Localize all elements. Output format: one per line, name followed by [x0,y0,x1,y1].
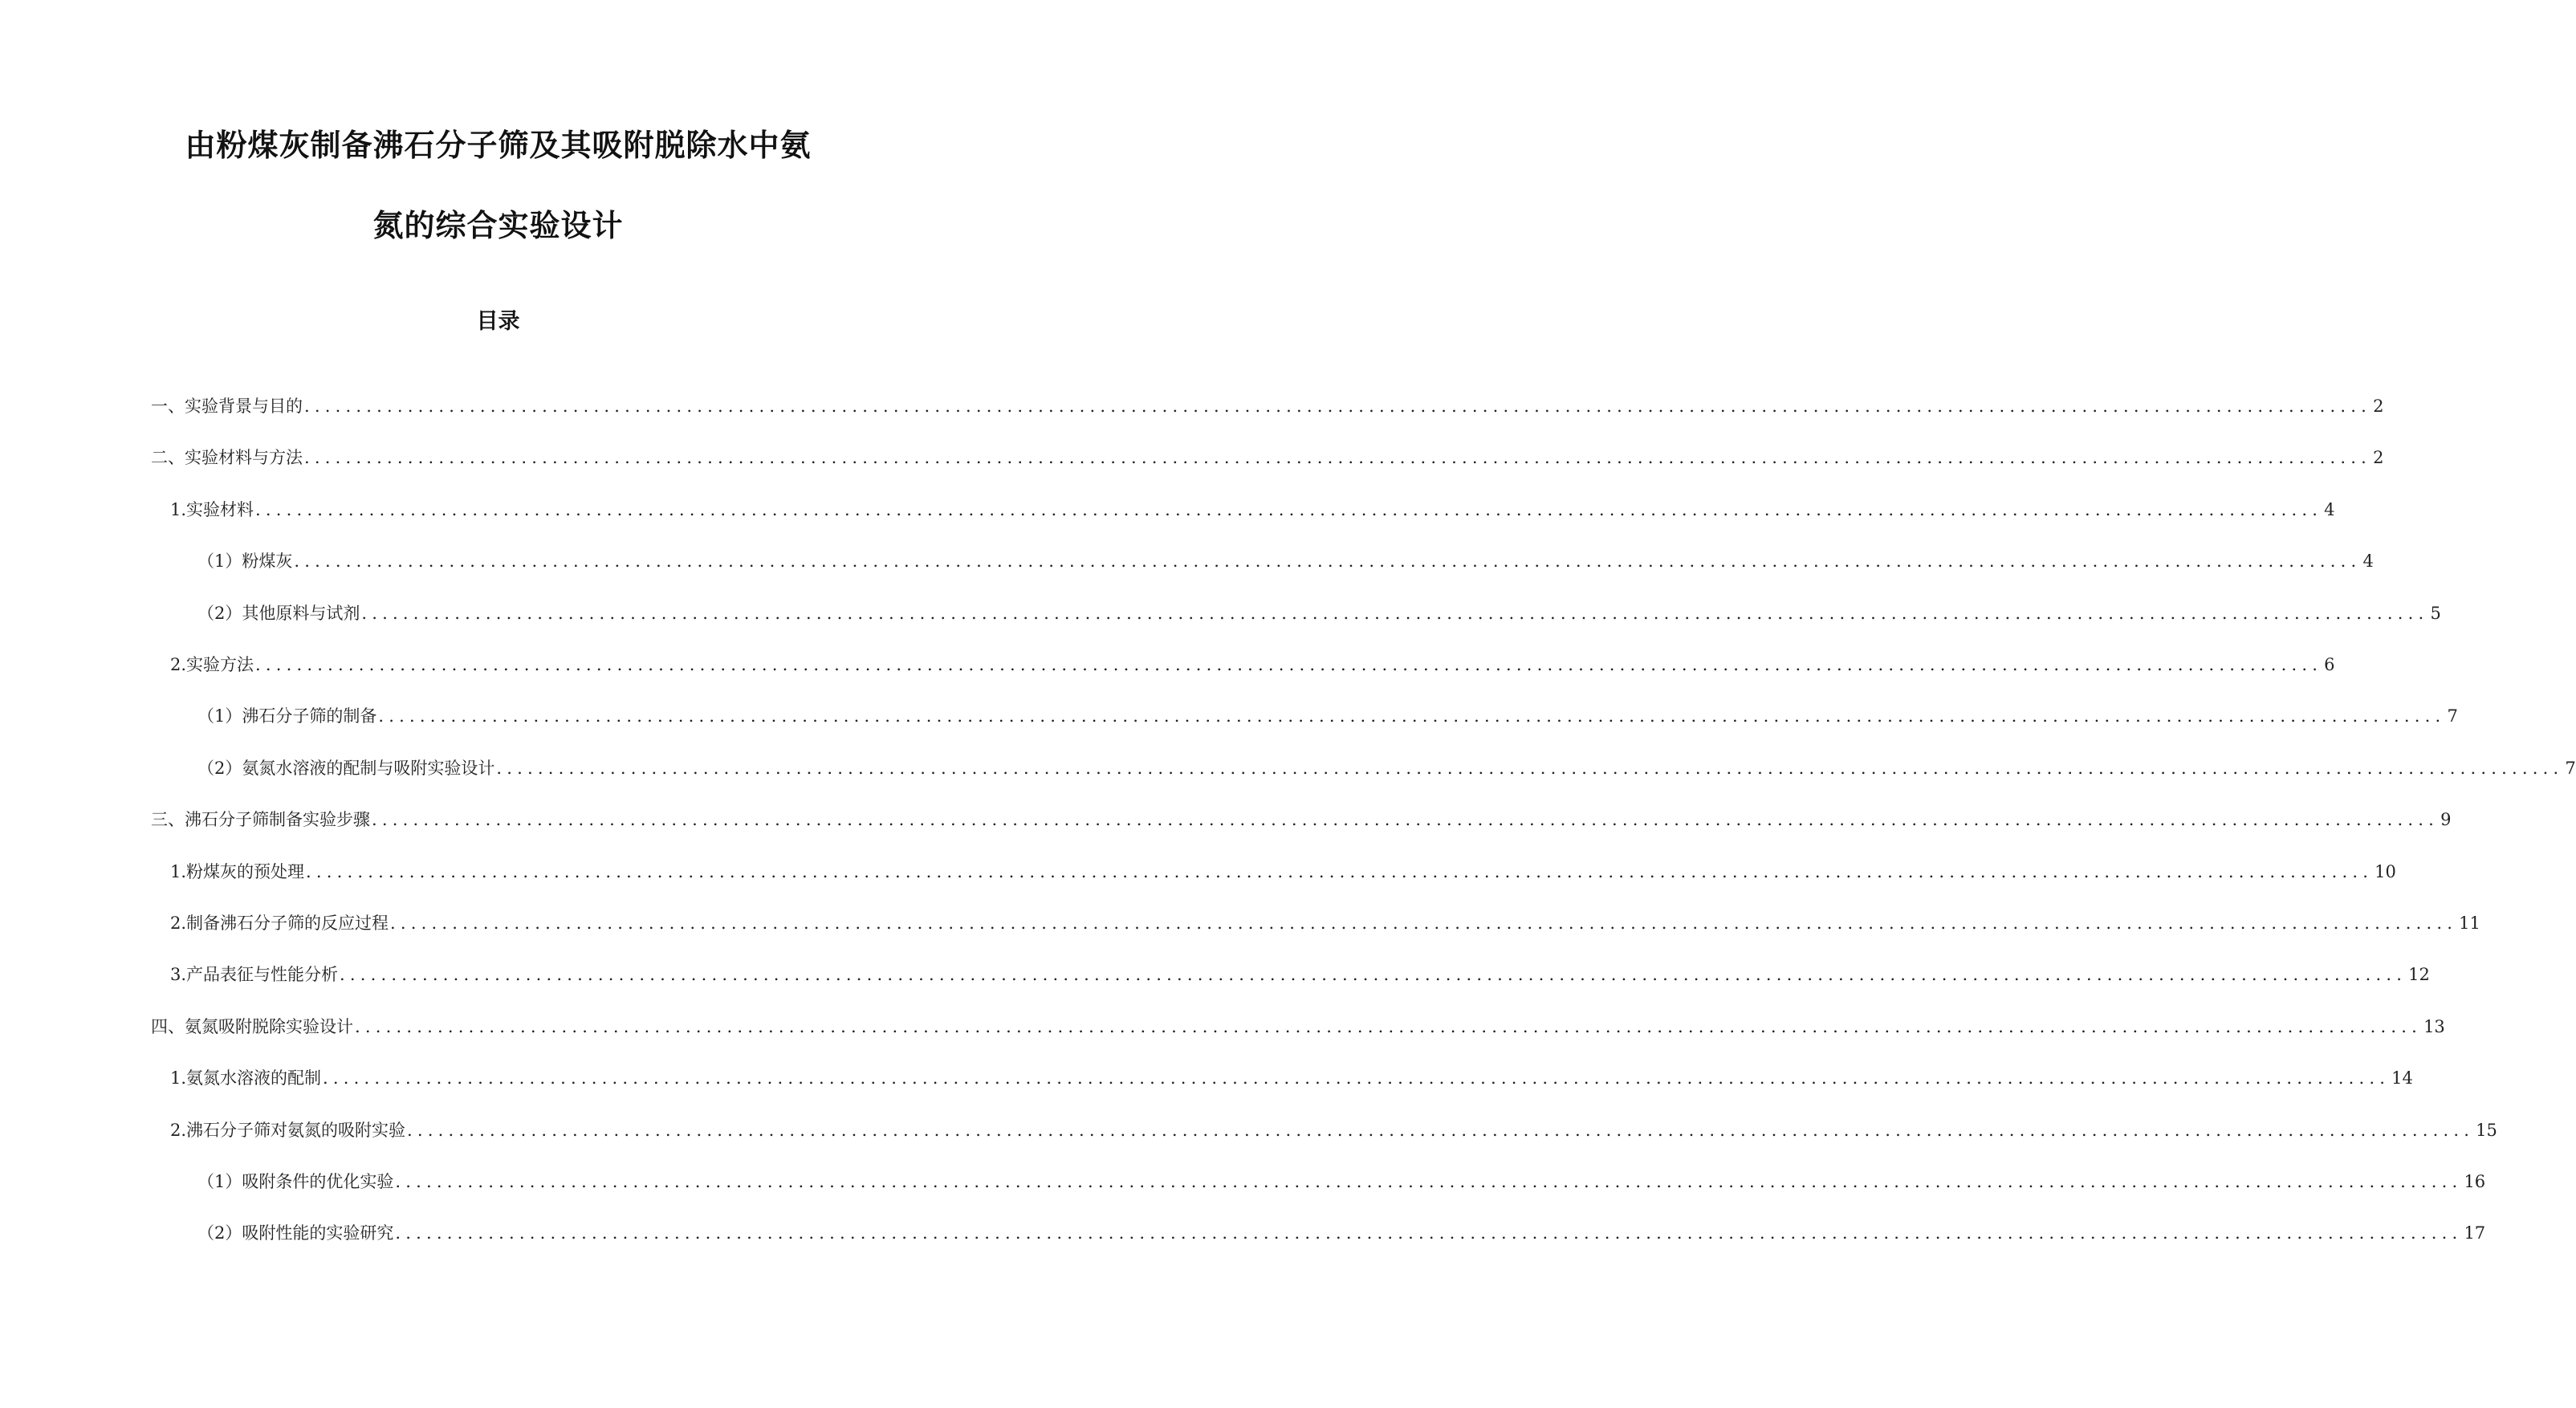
toc-entry-text: （1）吸附条件的优化实验 [197,1172,394,1191]
toc-entry-page-number: 2 [2373,397,2384,416]
toc-dot-leader: ........................................................................................................................................................................................................ [372,810,2440,829]
toc-entry[interactable] [170,910,2480,934]
toc-entry-page-number: 14 [2391,1068,2413,1088]
toc-entry[interactable] [197,548,2374,572]
toc-entry-text: 四、氨氮吸附脱除实验设计 [151,1017,353,1036]
toc-entry-text: 氨氮水溶液的配制 [186,1068,322,1088]
toc-dot-leader: ........................................................................................................................................................................................................ [306,862,2374,881]
toc-entry-page-number: 6 [2324,655,2335,674]
toc-entry[interactable] [197,703,2458,727]
toc-entry[interactable] [170,962,2430,986]
toc-entry-text: 一、实验背景与目的 [151,397,303,416]
toc-entry[interactable] [170,1117,2497,1141]
toc-entry[interactable] [151,393,2384,417]
toc-dot-leader: ........................................................................................................................................................................................................ [294,551,2362,571]
toc-entry-page-number: 4 [2362,551,2374,571]
toc-dot-leader: ........................................................................................................................................................................................................ [355,1017,2423,1036]
toc-entry-number: 1. [170,500,187,519]
document-title-line-2: 氮的综合实验设计 [372,207,624,243]
toc-dot-leader: ........................................................................................................................................................................................................ [323,1068,2391,1088]
toc-entry-page-number: 4 [2324,500,2335,519]
toc-entry-text: 二、实验材料与方法 [151,448,303,467]
toc-dot-leader: ........................................................................................................................................................................................................ [304,397,2372,416]
toc-entry-number: 1. [170,862,187,881]
toc-dot-leader: ........................................................................................................................................................................................................ [340,965,2407,984]
toc-entry-page-number: 7 [2447,706,2458,726]
toc-dot-leader: ........................................................................................................................................................................................................ [304,448,2372,467]
toc-entry-page-number: 9 [2440,810,2452,829]
toc-entry-number: 1. [170,1068,187,1088]
toc-entry-text: 三、沸石分子筛制备实验步骤 [151,810,370,829]
toc-entry-text: 实验材料 [186,500,254,519]
toc-entry-page-number: 12 [2408,965,2430,984]
toc-entry-page-number: 5 [2430,604,2441,623]
toc-entry[interactable] [170,652,2335,676]
toc-dot-leader: ........................................................................................................................................................................................................ [361,604,2429,623]
toc-entry-text: （1）粉煤灰 [197,551,293,571]
toc-entry-text: 制备沸石分子筛的反应过程 [186,914,389,933]
toc-heading: 目录 [476,309,520,334]
toc-entry-text: 沸石分子筛对氨氮的吸附实验 [186,1121,406,1140]
toc-entry[interactable] [151,1014,2445,1038]
toc-dot-leader: ........................................................................................................................................................................................................ [255,500,2323,519]
toc-entry-text: 粉煤灰的预处理 [186,862,305,881]
toc-entry-text: 实验方法 [186,655,254,674]
toc-entry[interactable] [170,1065,2413,1089]
toc-entry[interactable] [170,497,2335,521]
toc-entry-text: （2）吸附性能的实验研究 [197,1223,394,1243]
document-title-line-1: 由粉煤灰制备沸石分子筛及其吸附脱除水中氨 [185,127,812,163]
toc-entry[interactable] [197,1220,2486,1244]
toc-entry-number: 2. [170,1121,187,1140]
toc-dot-leader: ........................................................................................................................................................................................................ [496,759,2564,778]
toc-entry[interactable] [197,755,2576,779]
toc-entry-text: （1）沸石分子筛的制备 [197,706,377,726]
toc-entry-text: 产品表征与性能分析 [186,965,339,984]
toc-entry-number: 2. [170,655,187,674]
toc-dot-leader: ........................................................................................................................................................................................................ [255,655,2323,674]
toc-dot-leader: ........................................................................................................................................................................................................ [390,914,2458,933]
toc-entry-text: （2）其他原料与试剂 [197,604,360,623]
toc-entry[interactable] [151,807,2452,831]
toc-entry-page-number: 16 [2464,1172,2486,1191]
toc-entry-page-number: 11 [2459,914,2480,933]
toc-entry[interactable] [197,600,2441,625]
toc-entry[interactable] [151,445,2384,469]
toc-dot-leader: ........................................................................................................................................................................................................ [378,706,2446,726]
toc-dot-leader: ........................................................................................................................................................................................................ [407,1121,2475,1140]
toc-entry-page-number: 17 [2464,1223,2486,1243]
toc-entry-page-number: 2 [2373,448,2384,467]
toc-entry-text: （2）氨氮水溶液的配制与吸附实验设计 [197,759,495,778]
toc-entry-number: 3. [170,965,187,984]
toc-dot-leader: ........................................................................................................................................................................................................ [395,1172,2463,1191]
toc-entry[interactable] [170,859,2396,883]
toc-entry-page-number: 15 [2476,1121,2497,1140]
toc-entry-number: 2. [170,914,187,933]
toc-entry[interactable] [197,1169,2486,1193]
toc-entry-page-number: 10 [2375,862,2396,881]
toc-entry-page-number: 7 [2565,759,2576,778]
toc-entry-page-number: 13 [2423,1017,2445,1036]
toc-dot-leader: ........................................................................................................................................................................................................ [395,1223,2463,1243]
